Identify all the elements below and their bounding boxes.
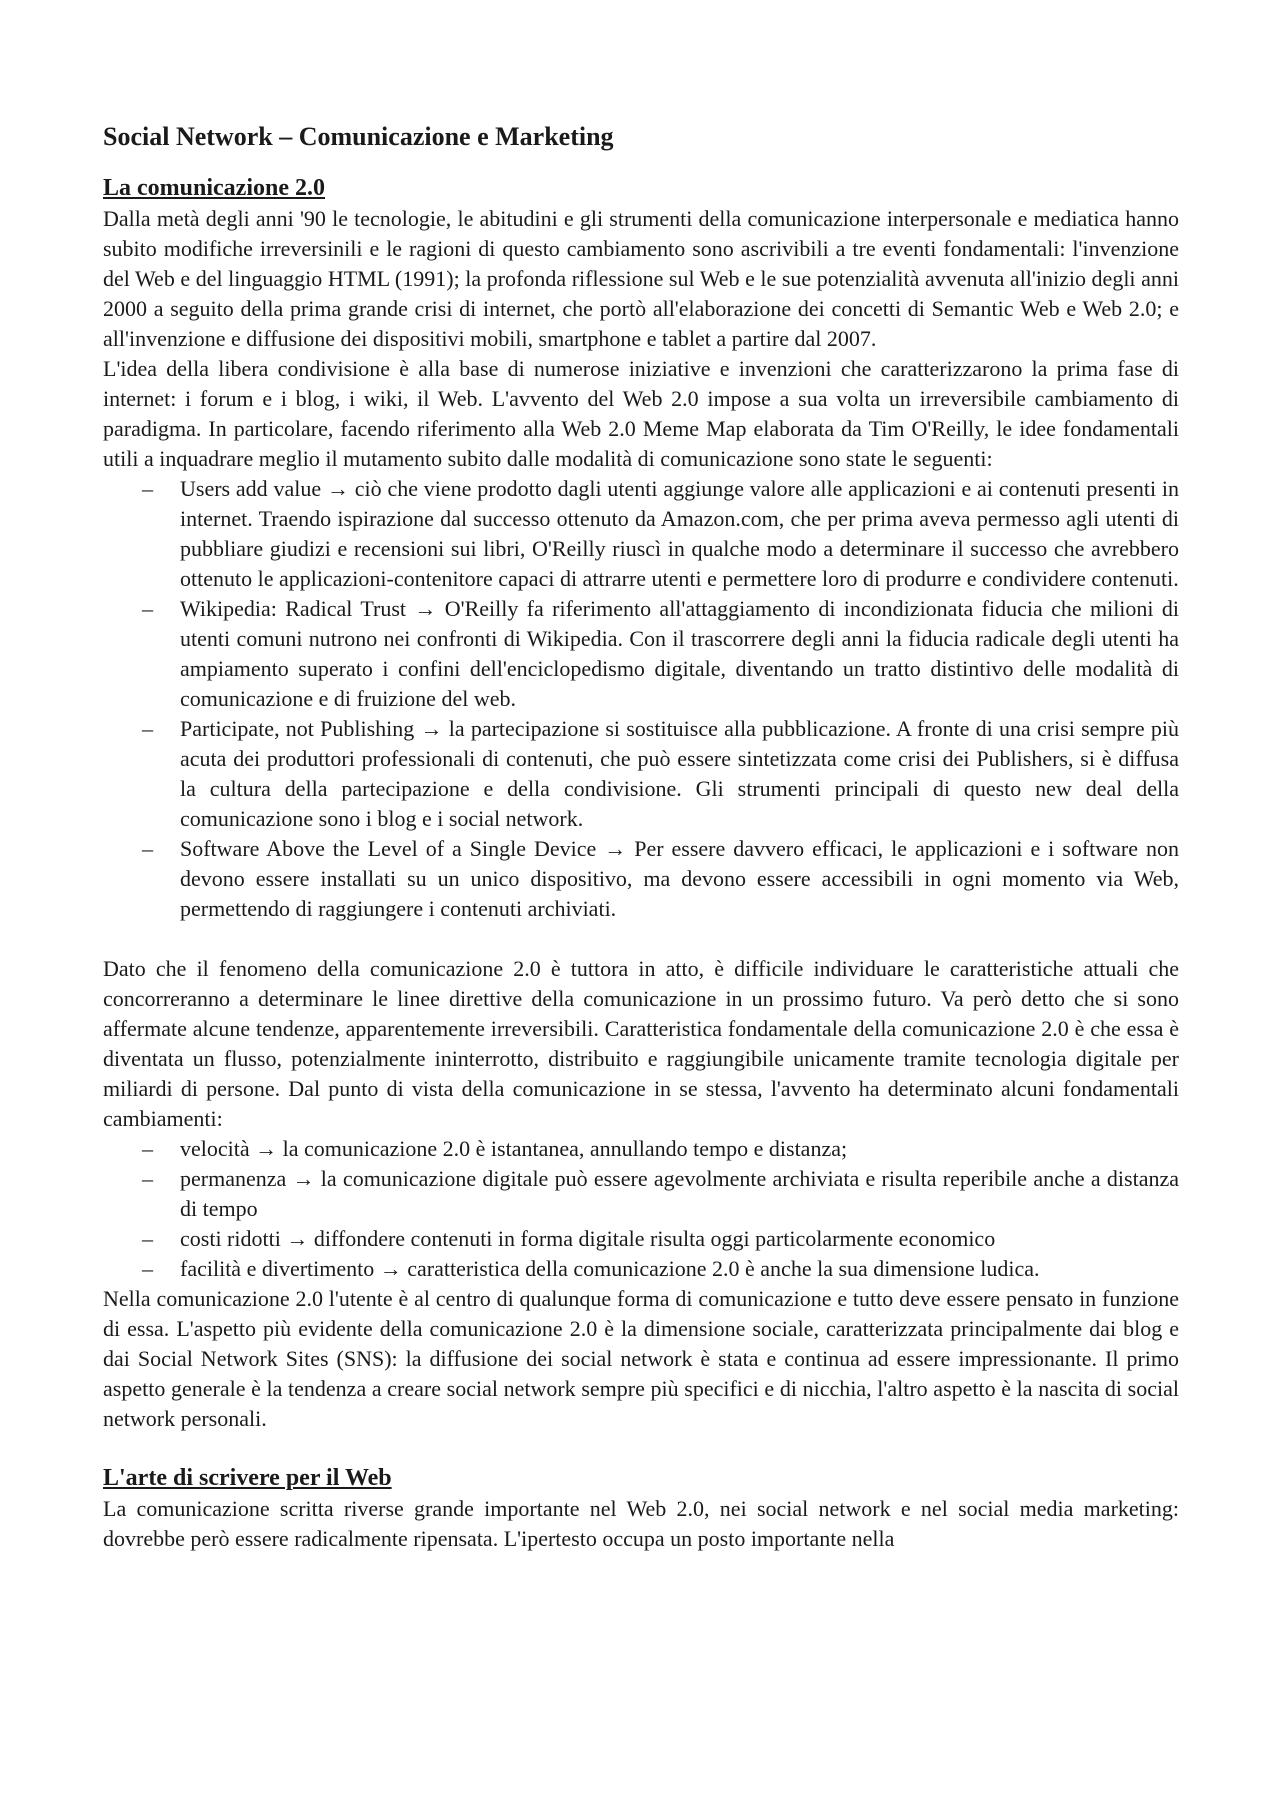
paragraph-scrittura: La comunicazione scritta riverse grande importante nel Web 2.0, nei social network e nel social media marketing: dovrebbe però essere radicalmente ripensata. L'ipertesto occupa un posto importante nella bbox=[103, 1496, 1179, 1551]
list-item-text: costi ridotti → diffondere contenuti in forma digitale risulta oggi particolarmente economico bbox=[180, 1226, 996, 1251]
list-item bbox=[142, 1254, 1179, 1284]
paragraph-utente: Nella comunicazione 2.0 l'utente è al centro di qualunque forma di comunicazione e tutto deve essere pensato in funzione di essa. L'aspetto più evidente della comunicazione 2.0 è la dimensione sociale, caratterizzata principalmente dai blog e dai Social Network Sites (SNS): la diffusione dei social network è stata e continua ad essere impressionante. Il primo aspetto generale è la tendenza a creare social network sempre più specifici e di nicchia, l'altro aspetto è la nascita di social network personali. bbox=[103, 1286, 1179, 1431]
dash-bullet-icon: – bbox=[142, 1166, 153, 1191]
list-item bbox=[142, 834, 1179, 924]
list-item bbox=[142, 714, 1179, 834]
paragraph-tendenze: Dato che il fenomeno della comunicazione 2.0 è tuttora in atto, è difficile individuare le caratteristiche attuali che concorreranno a determinare le linee direttive della comunicazione in un prossimo futuro. Va però detto che si sono affermate alcune tendenze, apparentemente irreversibili. Caratteristica fondamentale della comunicazione 2.0 è che essa è diventata un flusso, potenzialmente ininterrotto, distribuito e raggiungibile unicamente tramite tecnologia digitale per miliardi di persone. Dal punto di vista della comunicazione in se stessa, l'avvento ha determinato alcuni fondamentali cambiamenti: bbox=[103, 956, 1179, 1131]
paragraph-intro: Dalla metà degli anni '90 le tecnologie, le abitudini e gli strumenti della comunicazione interpersonale e mediatica hanno subito modifiche irreversinili e le ragioni di questo cambiamento sono ascrivibili a tre eventi fondamentali: l'invenzione del Web e del linguaggio HTML (1991); la profonda riflessione sul Web e le sue potenzialità avvenuta all'inizio degli anni 2000 a seguito della prima grande crisi di internet, che portò all'elaborazione dei concetti di Semantic Web e Web 2.0; e all'invenzione e diffusione dei dispositivi mobili, smartphone e tablet a partire dal 2007. bbox=[103, 206, 1179, 351]
section-heading-comunicazione: La comunicazione 2.0 bbox=[103, 175, 325, 201]
dash-bullet-icon: – bbox=[142, 1136, 153, 1161]
list-item bbox=[142, 1164, 1179, 1224]
list-item-text: Software Above the Level of a Single Device → Per essere davvero efficaci, le applicazioni e i software non devono essere installati su un unico dispositivo, ma devono essere accessibili in ogni momento via Web, permettendo di raggiungere i contenuti archiviati. bbox=[180, 836, 1179, 921]
cambiamenti-list bbox=[103, 1134, 1179, 1284]
list-item bbox=[142, 1224, 1179, 1254]
list-item-text: facilità e divertimento → caratteristica della comunicazione 2.0 è anche la sua dimensione ludica. bbox=[180, 1256, 1040, 1281]
dash-bullet-icon: – bbox=[142, 476, 153, 501]
list-item bbox=[142, 594, 1179, 714]
blank-line bbox=[103, 924, 1179, 954]
list-item bbox=[142, 474, 1179, 594]
list-item bbox=[142, 1134, 1179, 1164]
document-page bbox=[103, 120, 1179, 1554]
list-item-text: Users add value → ciò che viene prodotto dagli utenti aggiunge valore alle applicazioni e ai contenuti presenti in internet. Traendo ispirazione dal successo ottenuto da Amazon.com, che per prima aveva permesso agli utenti di pubbliare giudizi e recensioni sui libri, O'Reilly riuscì in qualche modo a determinare il successo che avrebbero ottenuto le applicazioni-contenitore capaci di attrarre utenti e permettere loro di produrre e condividere contenuti. bbox=[180, 476, 1179, 591]
list-item-text: velocità → la comunicazione 2.0 è istantanea, annullando tempo e distanza; bbox=[180, 1136, 848, 1161]
meme-map-list bbox=[103, 474, 1179, 924]
document-title: Social Network – Comunicazione e Marketing bbox=[103, 122, 614, 151]
section-heading-scrivere-web: L'arte di scrivere per il Web bbox=[103, 1465, 392, 1491]
list-item-text: Wikipedia: Radical Trust → O'Reilly fa riferimento all'attaggiamento di incondizionata fiducia che milioni di utenti comuni nutrono nei confronti di Wikipedia. Con il trascorrere degli anni la fiducia radicale degli utenti ha ampiamento superato i confini dell'enciclopedismo digitale, diventando un tratto distintivo delle modalità di comunicazione e di fruizione del web. bbox=[180, 596, 1179, 711]
dash-bullet-icon: – bbox=[142, 596, 153, 621]
dash-bullet-icon: – bbox=[142, 716, 153, 741]
dash-bullet-icon: – bbox=[142, 1226, 153, 1251]
paragraph-condivisione: L'idea della libera condivisione è alla base di numerose iniziative e invenzioni che caratterizzarono la prima fase di internet: i forum e i blog, i wiki, il Web. L'avvento del Web 2.0 impose a sua volta un irreversibile cambiamento di paradigma. In particolare, facendo riferimento alla Web 2.0 Meme Map elaborata da Tim O'Reilly, le idee fondamentali utili a inquadrare meglio il mutamento subito dalle modalità di comunicazione sono state le seguenti: bbox=[103, 356, 1179, 471]
dash-bullet-icon: – bbox=[142, 1256, 153, 1281]
list-item-text: permanenza → la comunicazione digitale può essere agevolmente archiviata e risulta reperibile anche a distanza di tempo bbox=[180, 1166, 1179, 1221]
list-item-text: Participate, not Publishing → la partecipazione si sostituisce alla pubblicazione. A fronte di una crisi sempre più acuta dei produttori professionali di contenuti, che può essere sintetizzata come crisi dei Publishers, si è diffusa la cultura della partecipazione e della condivisione. Gli strumenti principali di questo new deal della comunicazione sono i blog e i social network. bbox=[180, 716, 1179, 831]
dash-bullet-icon: – bbox=[142, 836, 153, 861]
